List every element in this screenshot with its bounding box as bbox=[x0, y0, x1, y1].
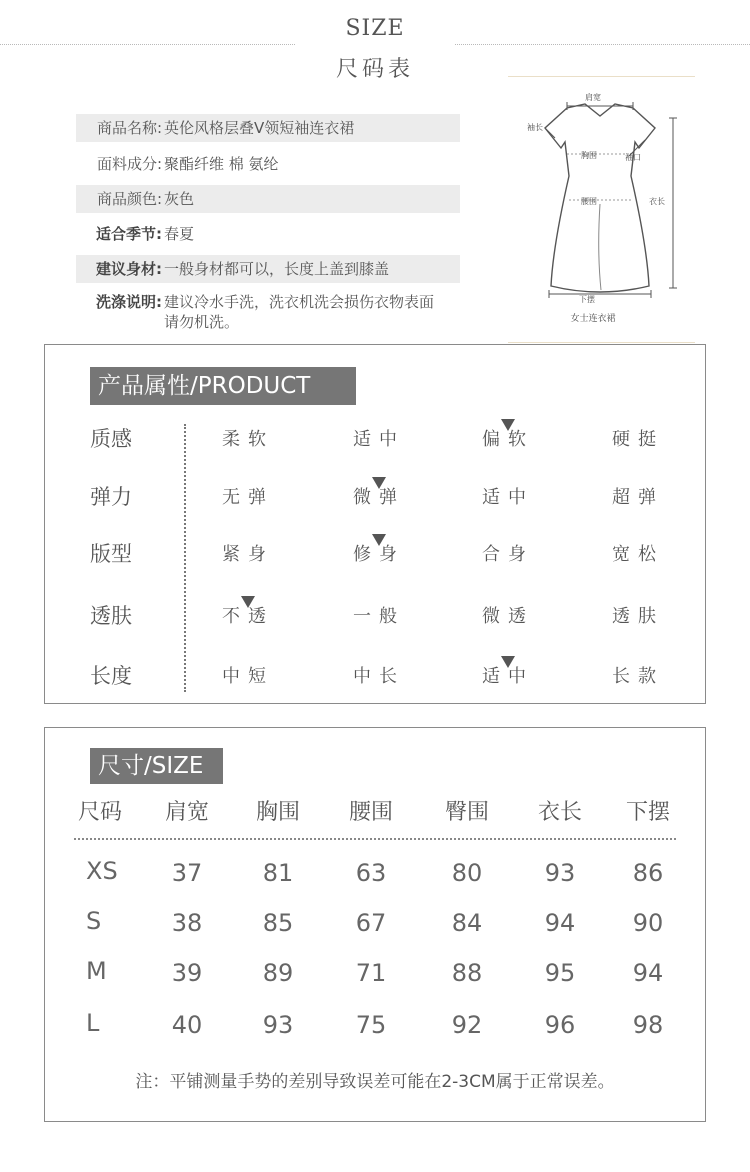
selected-marker-icon bbox=[372, 477, 386, 489]
selected-marker-icon bbox=[501, 656, 515, 668]
info-row-season bbox=[76, 220, 194, 248]
size-cell: 96 bbox=[544, 1011, 576, 1039]
size-cell: 93 bbox=[544, 859, 576, 887]
info-value: 英伦风格层叠V领短袖连衣裙 bbox=[164, 119, 355, 137]
size-column-header: 尺码 bbox=[77, 800, 122, 825]
size-cell: 94 bbox=[544, 909, 576, 937]
attribute-option: 适中 bbox=[353, 429, 405, 450]
attribute-option: 无弹 bbox=[222, 487, 274, 508]
attribute-label: 版型 bbox=[90, 542, 132, 566]
attribute-option: 微透 bbox=[482, 606, 534, 627]
attribute-label: 透肤 bbox=[90, 604, 132, 628]
attribute-option: 透肤 bbox=[612, 606, 664, 627]
info-value: 聚酯纤维 棉 氨纶 bbox=[164, 155, 279, 173]
size-column-header: 肩宽 bbox=[164, 800, 209, 825]
size-cell: 95 bbox=[544, 959, 576, 987]
size-cell: 81 bbox=[262, 859, 294, 887]
diagram-bottom-rule bbox=[508, 342, 695, 343]
size-cell: 63 bbox=[355, 859, 387, 887]
attribute-option: 紧身 bbox=[222, 544, 274, 565]
info-value: 一般身材都可以，长度上盖到膝盖 bbox=[164, 260, 390, 278]
attribute-option: 柔软 bbox=[222, 429, 274, 450]
attribute-option: 中短 bbox=[222, 666, 274, 687]
selected-marker-icon bbox=[372, 534, 386, 546]
diagram-label-hem: 下摆 bbox=[579, 295, 595, 304]
info-key: 面料成分: bbox=[96, 155, 162, 173]
info-row-color bbox=[76, 185, 460, 213]
info-row-wash bbox=[76, 292, 516, 332]
size-cell: 86 bbox=[632, 859, 664, 887]
measurement-note: 注：平铺测量手势的差别导致误差可能在2-3CM属于正常误差。 bbox=[135, 1072, 615, 1092]
size-row-name: L bbox=[86, 1009, 100, 1037]
size-cell: 40 bbox=[171, 1011, 203, 1039]
diagram-label-length: 衣长 bbox=[649, 197, 665, 206]
info-key: 洗涤说明: bbox=[96, 293, 162, 311]
info-row-body bbox=[76, 255, 460, 283]
size-cell: 71 bbox=[355, 959, 387, 987]
size-column-header: 胸围 bbox=[255, 800, 300, 825]
attribute-option: 一般 bbox=[353, 606, 405, 627]
size-cell: 39 bbox=[171, 959, 203, 987]
dress-outline bbox=[545, 104, 655, 292]
diagram-label-shoulder: 肩宽 bbox=[585, 93, 601, 102]
header-title-en: SIZE bbox=[345, 16, 405, 41]
size-cell: 84 bbox=[451, 909, 483, 937]
size-cell: 67 bbox=[355, 909, 387, 937]
attribute-label: 质感 bbox=[90, 427, 132, 451]
diagram-label-cuff: 袖口 bbox=[625, 153, 641, 162]
info-value: 灰色 bbox=[164, 190, 195, 208]
info-key: 商品颜色: bbox=[96, 190, 162, 208]
size-cell: 93 bbox=[262, 1011, 294, 1039]
size-cell: 38 bbox=[171, 909, 203, 937]
info-key: 建议身材: bbox=[96, 260, 162, 278]
size-cell: 94 bbox=[632, 959, 664, 987]
size-cell: 90 bbox=[632, 909, 664, 937]
attribute-option: 适中 bbox=[482, 487, 534, 508]
size-section-title: 尺寸/SIZE bbox=[90, 748, 223, 784]
size-cell: 98 bbox=[632, 1011, 664, 1039]
info-key: 商品名称: bbox=[96, 119, 162, 137]
size-column-header: 下摆 bbox=[625, 800, 670, 825]
attribute-option: 不透 bbox=[222, 606, 274, 627]
info-row-fabric bbox=[76, 150, 279, 178]
size-row-name: M bbox=[86, 957, 107, 985]
size-cell: 75 bbox=[355, 1011, 387, 1039]
attribute-option: 硬挺 bbox=[612, 429, 664, 450]
selected-marker-icon bbox=[501, 419, 515, 431]
info-row-name bbox=[76, 114, 460, 142]
info-value-line2: 请勿机洗。 bbox=[164, 313, 240, 331]
size-column-header: 衣长 bbox=[537, 800, 582, 825]
size-column-header: 腰围 bbox=[348, 800, 393, 825]
header-divider-left bbox=[0, 44, 295, 45]
info-key: 适合季节: bbox=[96, 225, 162, 243]
attribute-divider bbox=[184, 424, 186, 692]
attribute-option: 宽松 bbox=[612, 544, 664, 565]
attribute-option: 适中 bbox=[482, 666, 534, 687]
size-cell: 89 bbox=[262, 959, 294, 987]
product-section-title: 产品属性/PRODUCT bbox=[90, 367, 356, 405]
diagram-label-chest: 胸围 bbox=[581, 151, 597, 160]
size-row-name: S bbox=[86, 907, 102, 935]
attribute-label: 弹力 bbox=[90, 485, 132, 509]
attribute-option: 超弹 bbox=[612, 487, 664, 508]
diagram-caption: 女士连衣裙 bbox=[570, 314, 616, 324]
size-cell: 80 bbox=[451, 859, 483, 887]
size-cell: 37 bbox=[171, 859, 203, 887]
diagram-label-waist: 腰围 bbox=[581, 197, 597, 206]
diagram-label-sleeve: 袖长 bbox=[527, 123, 543, 132]
dress-diagram bbox=[505, 76, 695, 340]
attribute-label: 长度 bbox=[90, 664, 132, 688]
attribute-option: 中长 bbox=[353, 666, 405, 687]
dress-pleat bbox=[599, 204, 601, 290]
size-cell: 92 bbox=[451, 1011, 483, 1039]
attribute-option: 偏软 bbox=[482, 429, 534, 450]
size-cell: 88 bbox=[451, 959, 483, 987]
size-cell: 85 bbox=[262, 909, 294, 937]
selected-marker-icon bbox=[241, 596, 255, 608]
attribute-option: 修身 bbox=[353, 544, 405, 565]
attribute-option: 微弹 bbox=[353, 487, 405, 508]
header-title-cn: 尺码表 bbox=[335, 57, 414, 82]
attribute-option: 合身 bbox=[482, 544, 534, 565]
info-value: 建议冷水手洗，洗衣机洗会损伤衣物表面 bbox=[164, 293, 435, 311]
info-value: 春夏 bbox=[164, 225, 195, 243]
size-table-separator bbox=[74, 838, 676, 840]
size-row-name: XS bbox=[86, 857, 118, 885]
header-divider-right bbox=[455, 44, 750, 45]
attribute-option: 长款 bbox=[612, 666, 664, 687]
size-column-header: 臀围 bbox=[444, 800, 489, 825]
